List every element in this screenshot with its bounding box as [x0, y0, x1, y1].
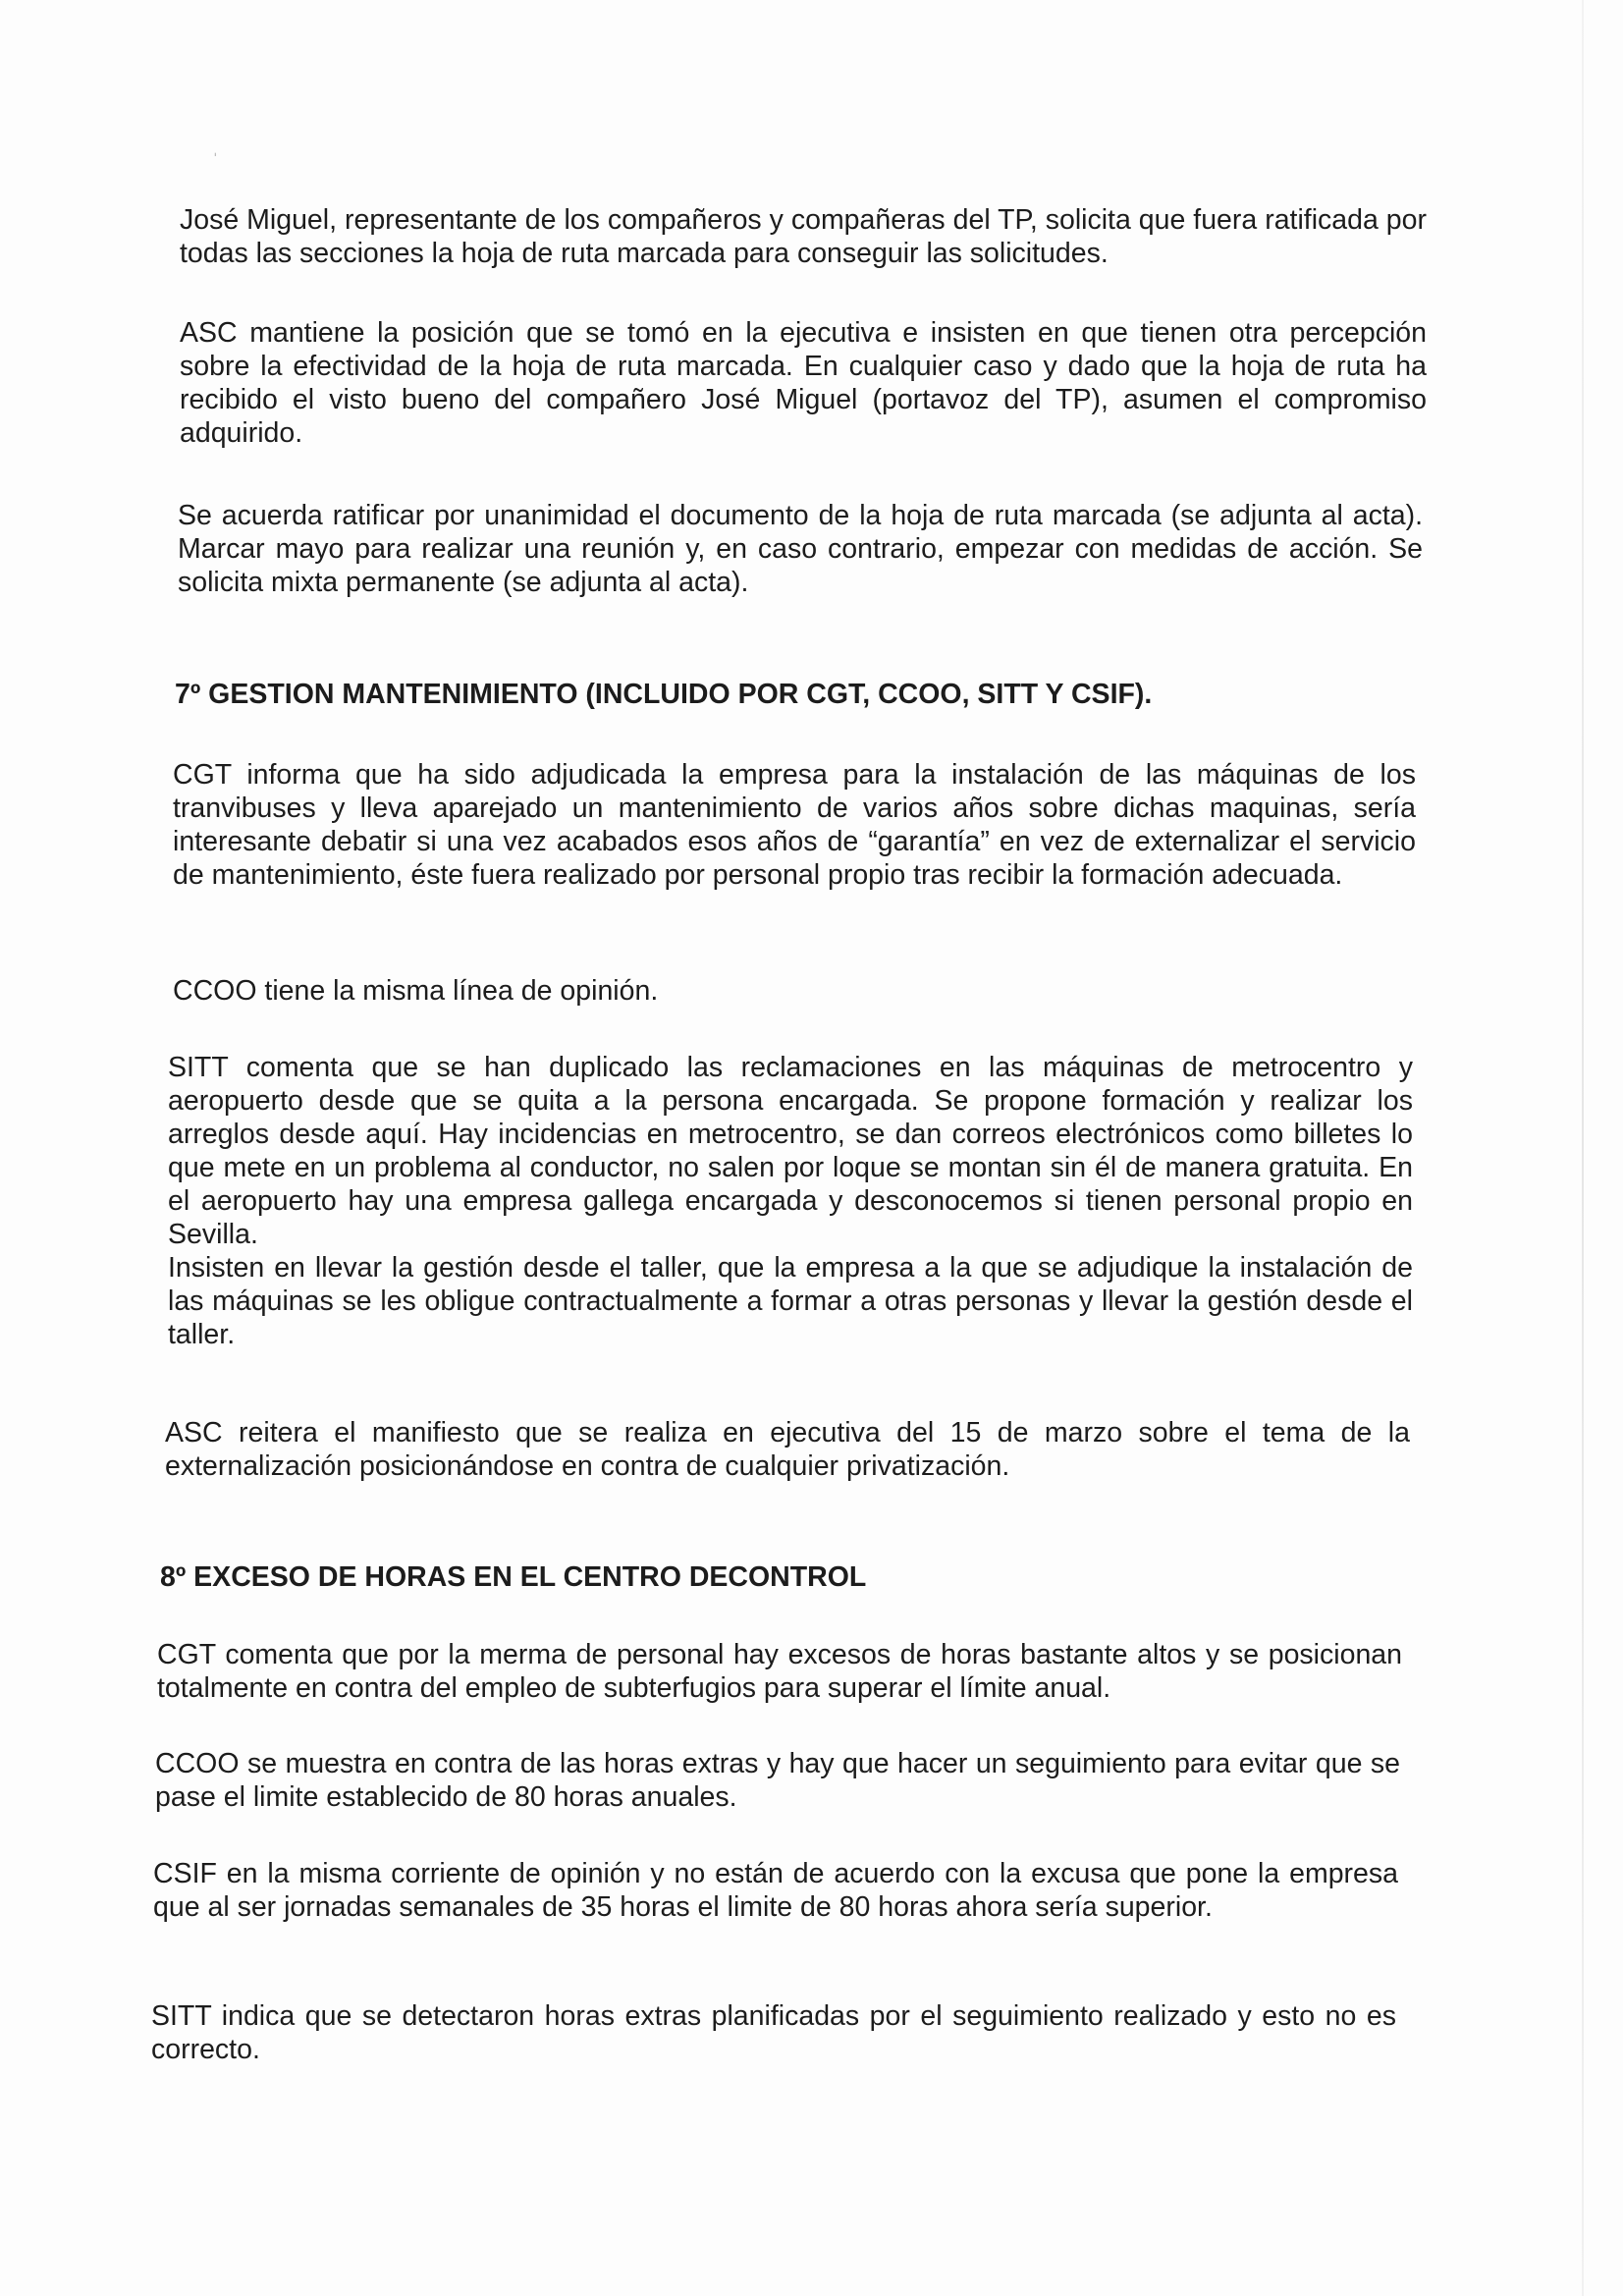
paragraph-cgt-hours: CGT comenta que por la merma de personal hay excesos de horas bastante altos y se posicionan totalmente en contra del empleo de subterfugios para superar el límite anual. [157, 1639, 1402, 1704]
paragraph-ccoo-opinion: CCOO tiene la misma línea de opinión. [173, 975, 659, 1007]
paragraph-agreement: Se acuerda ratificar por unanimidad el documento de la hoja de ruta marcada (se adjunta al acta). Marcar mayo para realizar una reunión y, en caso contrario, empezar con medidas de acción. Se solicita mixta permanente (se adjunta al acta). [178, 500, 1423, 598]
paragraph-asc-position: ASC mantiene la posición que se tomó en la ejecutiva e insisten en que tienen otra percepción sobre la efectividad de la hoja de ruta marcada. En cualquier caso y dado que la hoja de ruta ha recibido el visto bueno del compañero José Miguel (portavoz del TP), asumen el compromiso adquirido. [180, 317, 1427, 449]
paragraph-ccoo-overtime: CCOO se muestra en contra de las horas extras y hay que hacer un seguimiento para evitar que se pase el limite establecido de 80 horas anuales. [155, 1748, 1400, 1813]
scan-edge-shadow [1582, 0, 1584, 2296]
paragraph-sitt-claims: SITT comenta que se han duplicado las reclamaciones en las máquinas de metrocentro y aeropuerto desde que se quita a la persona encargada. Se propone formación y realizar los arreglos desde aquí. Hay incidencias en metrocentro, se dan correos electrónicos como billetes lo que mete en un problema al conductor, no salen por loque se montan sin él de manera gratuita. En el aeropuerto hay una empresa gallega encargada y desconocemos si tienen personal propio en Sevilla. Insisten en llevar la gestión desde el taller, que la empresa a la que se adjudique la instalación de las máquinas se les obligue contractualmente a formar a otras personas y llevar la gestión desde el taller. [168, 1052, 1413, 1350]
paragraph-cgt-maintenance: CGT informa que ha sido adjudicada la empresa para la instalación de las máquinas de los tranvibuses y lleva aparejado un mantenimiento de varios años sobre dichas maquinas, sería interesante debatir si una vez acabados esos años de “garantía” en vez de externalizar el servicio de mantenimiento, éste fuera realizado por personal propio tras recibir la formación adecuada. [173, 759, 1416, 891]
paragraph-csif-opinion: CSIF en la misma corriente de opinión y no están de acuerdo con la excusa que pone la empresa que al ser jornadas semanales de 35 horas el limite de 80 horas ahora sería superior. [153, 1858, 1398, 1923]
scan-speck: ˌ [212, 136, 219, 157]
heading-exceso-horas: 8º EXCESO DE HORAS EN EL CENTRO DECONTROL [160, 1561, 867, 1593]
paragraph-tp-request: José Miguel, representante de los compañeros y compañeras del TP, solicita que fuera ratificada por todas las secciones la hoja de ruta marcada para conseguir las solicitudes. [180, 204, 1427, 269]
paragraph-asc-manifesto: ASC reitera el manifiesto que se realiza en ejecutiva del 15 de marzo sobre el tema de la externalización posicionándose en contra de cualquier privatización. [165, 1417, 1410, 1482]
heading-gestion-mantenimiento: 7º GESTION MANTENIMIENTO (INCLUIDO POR CGT, CCOO, SITT Y CSIF). [175, 679, 1153, 710]
paragraph-sitt-detected: SITT indica que se detectaron horas extras planificadas por el seguimiento realizado y esto no es correcto. [151, 2000, 1396, 2065]
